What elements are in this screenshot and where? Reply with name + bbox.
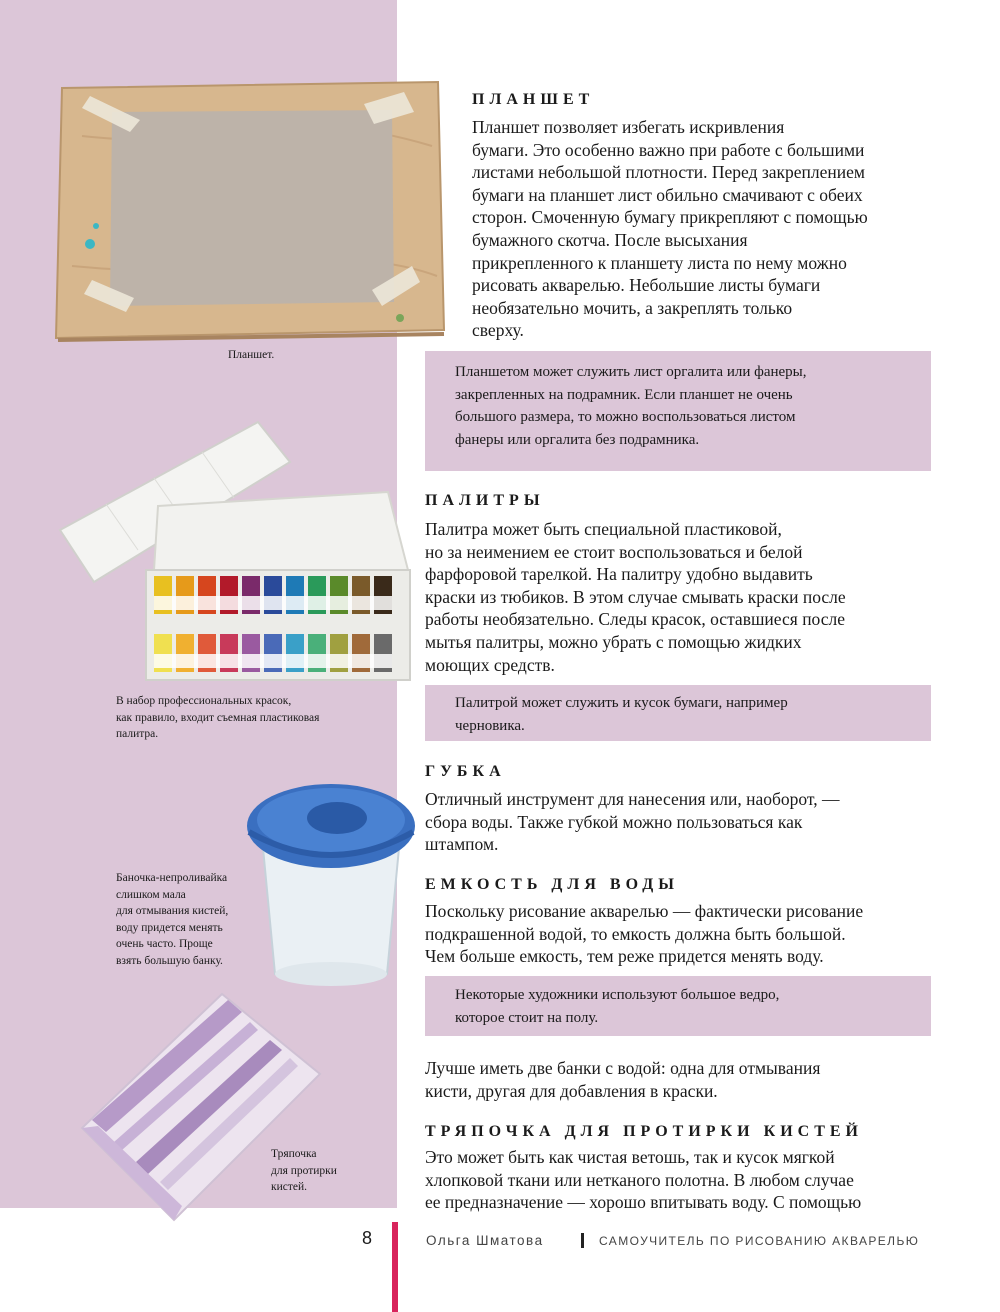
caption-cloth: [271, 1146, 337, 1196]
caption-jar: [116, 870, 228, 970]
note-line: Некоторые художники используют большое ведро,: [455, 987, 780, 1003]
text-line: бумаги. Это особенно важно при работе с большими: [472, 139, 865, 160]
text-line: бумажного скотча. После высыхания: [472, 229, 748, 250]
text-line: Это может быть как чистая ветошь, так и кусок мягкой: [425, 1147, 835, 1167]
text-palitry: [425, 518, 846, 676]
text-line: ее предназначение — хорошо впитывать воду. С помощью: [425, 1192, 862, 1213]
text-line: Чем больше емкость, тем реже придется менять воду.: [425, 946, 824, 967]
heading-planshet: ПЛАНШЕТ: [472, 91, 595, 108]
text-emkost: [425, 900, 863, 968]
footer-author: Ольга Шматова: [426, 1233, 544, 1248]
text-line: рисовать акварелью. Небольшие листы бумаги: [472, 275, 821, 296]
text-line: работы необязательно. Следы красок, оставшиеся после: [425, 609, 846, 630]
caption-line: взять большую банку.: [116, 954, 223, 967]
text-planshet: [472, 116, 868, 342]
text-line: сбора воды. Также губкой можно пользоваться как: [425, 811, 803, 832]
note-line: закрепленных на подрамник. Если планшет не очень: [455, 386, 793, 403]
note-emkost: [425, 976, 931, 1036]
heading-palitry: ПАЛИТРЫ: [425, 492, 545, 509]
note-line: Палитрой может служить и кусок бумаги, например: [455, 695, 788, 711]
text-line: Поскольку рисование акварелью — фактически рисование: [425, 901, 864, 921]
text-line: необязательно мочить, а закреплять только: [472, 297, 793, 318]
text-line: хлопковой ткани или нетканого полотна. В любом случае: [425, 1169, 854, 1190]
caption-line: Планшет.: [228, 349, 275, 361]
water-jar-image: [245, 778, 415, 998]
caption-line: воду придется менять: [116, 921, 223, 934]
heading-tryapochka: ТРЯПОЧКА ДЛЯ ПРОТИРКИ КИСТЕЙ: [425, 1123, 863, 1140]
text-line: сверху.: [472, 320, 524, 341]
heading-emkost: ЕМКОСТЬ ДЛЯ ВОДЫ: [425, 876, 679, 893]
caption-line: кистей.: [271, 1181, 308, 1194]
text-line: моющих средств.: [425, 654, 555, 675]
text-line: но за неимением ее стоит воспользоваться и белой: [425, 541, 803, 562]
footer-accent-bar: [392, 1222, 398, 1312]
text-line: Отличный инструмент для нанесения или, наоборот, —: [425, 789, 840, 809]
note-line: большого размера, то можно воспользоваться листом: [455, 409, 796, 426]
caption-line: палитра.: [116, 728, 159, 741]
text-line: подкрашенной водой, то емкость должна быть большой.: [425, 923, 846, 944]
note-line: фанеры или оргалита без подрамника.: [455, 431, 700, 448]
caption-line: как правило, входит съемная пластиковая: [116, 711, 320, 724]
caption-palette: [116, 693, 319, 743]
text-line: прикрепленного к планшету листа по нему можно: [472, 252, 847, 273]
text-line: Лучше иметь две банки с водой: одна для отмывания: [425, 1058, 821, 1078]
planshet-image: [52, 76, 448, 342]
text-line: сторон. Смоченную бумагу прикрепляют с помощью: [472, 207, 868, 228]
note-planshet: [425, 351, 931, 471]
text-line: Планшет позволяет избегать искривления: [472, 117, 785, 137]
text-line: Палитра может быть специальной пластиковой,: [425, 519, 782, 539]
caption-line: слишком мала: [116, 888, 186, 901]
text-line: листами небольшой плотности. Перед закреплением: [472, 162, 865, 183]
caption-planshet: [228, 347, 274, 364]
footer-separator: [581, 1233, 584, 1248]
note-line: Планшетом может служить лист оргалита или фанеры,: [455, 364, 807, 380]
text-line: бумаги на планшет лист обильно смачивают с обеих: [472, 184, 863, 205]
footer-book-title: САМОУЧИТЕЛЬ ПО РИСОВАНИЮ АКВАРЕЛЬЮ: [599, 1234, 920, 1248]
caption-line: очень часто. Проще: [116, 938, 213, 951]
caption-line: для протирки: [271, 1164, 337, 1177]
text-line: мытья палитры, можно убрать с помощью жидких: [425, 631, 802, 652]
heading-gubka: ГУБКА: [425, 763, 506, 780]
note-palitry: [425, 685, 931, 741]
text-tryapochka: [425, 1146, 861, 1214]
caption-line: для отмывания кистей,: [116, 905, 229, 918]
text-line: краски из тюбиков. В этом случае смывать краски после: [425, 586, 846, 607]
page-number: 8: [362, 1228, 373, 1248]
note-line: которое стоит на полу.: [455, 1009, 599, 1026]
palette-image: [58, 420, 418, 686]
note-line: черновика.: [455, 717, 525, 734]
text-line: фарфоровой тарелкой. На палитру удобно выдавить: [425, 564, 813, 585]
text-line: штампом.: [425, 834, 499, 855]
caption-line: Баночка-непроливайка: [116, 872, 228, 884]
text-gubka: [425, 788, 840, 856]
text-emkost-after: [425, 1057, 820, 1102]
caption-line: В набор профессиональных красок,: [116, 695, 292, 707]
text-line: кисти, другая для добавления в краски.: [425, 1080, 718, 1101]
caption-line: Тряпочка: [271, 1148, 317, 1160]
